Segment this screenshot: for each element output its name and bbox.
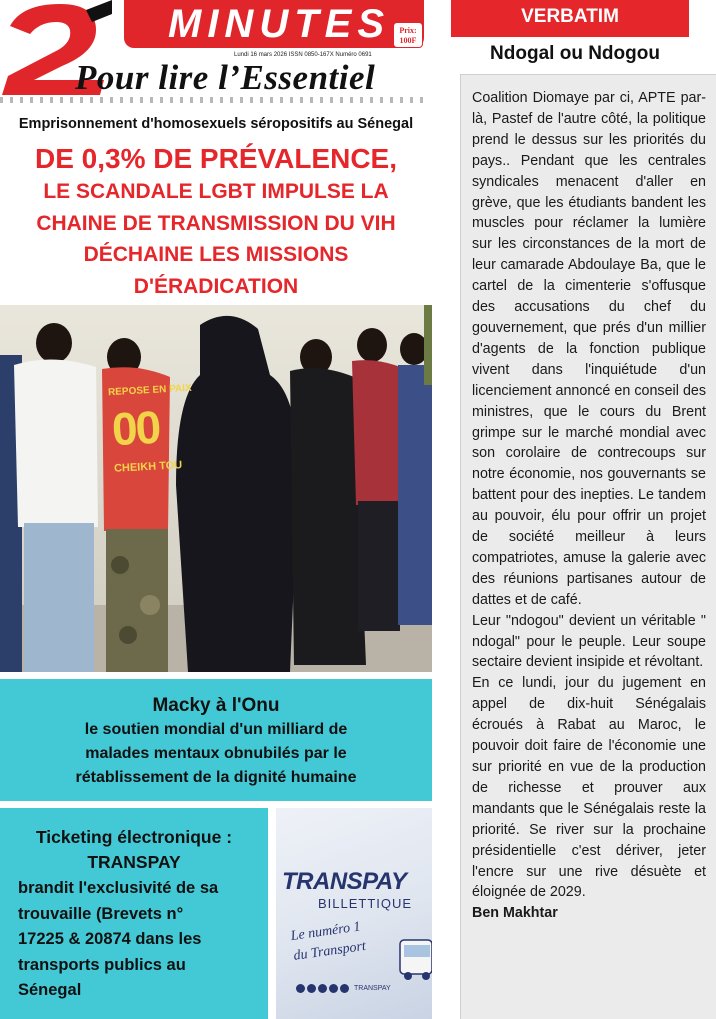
headline-line-2: LE SCANDALE LGBT IMPULSE LA bbox=[43, 180, 389, 203]
ticketing-line-4: transports publics au bbox=[18, 955, 186, 974]
transpay-ad[interactable] bbox=[276, 808, 432, 1019]
price-value: 100F bbox=[399, 36, 417, 45]
verbatim-paragraph-2: Leur "ndogou" devient un véritable " ndogal" pour le peuple. Leur soupe sectaire devient insipide et révoltant. bbox=[472, 612, 706, 671]
main-story-kicker: Emprisonnement d'homosexuels séropositifs au Sénegal bbox=[18, 116, 414, 132]
ticketing-line-3: 17225 & 20874 dans les bbox=[18, 930, 202, 948]
headline-line-5: D'ÉRADICATION bbox=[133, 274, 299, 298]
masthead-tagline: Pour lire l’Essentiel bbox=[75, 58, 376, 97]
ticketing-line-5: Sénegal bbox=[18, 981, 82, 999]
social-icon bbox=[318, 984, 327, 993]
ad-subtitle: BILLETTIQUE bbox=[318, 896, 413, 911]
ticketing-title-line-2: TRANSPAY bbox=[87, 852, 181, 872]
issue-meta: Lundi 16 mars 2026 ISSN 0850-167X Numéro 0691 bbox=[234, 52, 372, 58]
verbatim-title: Ndogal ou Ndogou bbox=[490, 43, 660, 64]
social-icon bbox=[296, 984, 305, 993]
ad-slogan-line-1: Le numéro 1 bbox=[289, 919, 362, 945]
headline-line-4: DÉCHAINE LES MISSIONS bbox=[83, 243, 349, 266]
ad-social-label: TRANSPAY bbox=[354, 985, 391, 992]
macky-line-3: rétablissement de la dignité humaine bbox=[75, 769, 357, 786]
price-label: Prix: bbox=[399, 26, 417, 35]
verbatim-paragraph-3: En ce lundi, jour du jugement en appel de dix-huit Sénégalais écroués à Rabat au Maroc, le pouvoir doit faire de l'économie une sur priorité en vue de la production de richesse et prouver aux mandants que le Sénégalais reste la priorité. Se river sur la prochaine présidentielle c'est dériver, jeter l'encre sur une rive désuète et éloignée de 2029. bbox=[472, 675, 706, 901]
verbatim-paragraph-1: Coalition Diomaye par ci, APTE par-là, Pastef de l'autre côté, la politique prend le dessus sur les priorités du pays.. Pendant que les centrales syndicales menacent d'aller en grève, que les étudiants bandent les muscles pour réclamer la lumière sur les circonstances de la mort de leur camarade Abdoulaye Ba, que le cartel de la cimenterie s'offusque des accusations du chef du gouvernement, que prés d'un millier d'agents de la fonction publique vivent dans l'inquiétude d'un licenciement annoncé en conseil des ministres, que le cours du Brent grimpe sur le marché mondial avec son corolaire de contrecoups sur notre économie, nos gouvernants se battent pour des inepties. Le tandem au pouvoir, élu pour offrir un projet de société meilleur à leurs compatriotes, amuse la galerie avec des réunions partisanes autour de dattes et de café. bbox=[472, 90, 706, 608]
jersey-text-bottom: CHEIKH TOU bbox=[113, 459, 183, 475]
ticketing-line-2: trouvaille (Brevets n° bbox=[18, 904, 184, 923]
headline-line-3: CHAINE DE TRANSMISSION DU VIH bbox=[36, 211, 396, 235]
ticketing-story-box[interactable] bbox=[0, 808, 268, 1019]
masthead-divider bbox=[0, 97, 430, 103]
bus-icon bbox=[398, 936, 432, 985]
ad-social-row bbox=[296, 984, 391, 993]
macky-line-2: malades mentaux obnubilés par le bbox=[85, 745, 347, 762]
macky-title: Macky à l'Onu bbox=[152, 695, 280, 716]
ticketing-body bbox=[0, 876, 268, 1004]
ticketing-line-1: brandit l'exclusivité de sa bbox=[18, 879, 219, 897]
main-headline[interactable] bbox=[0, 142, 432, 302]
jersey-text-top: REPOSE EN PAIX bbox=[107, 382, 192, 399]
verbatim-header: VERBATIM bbox=[451, 0, 689, 37]
ticketing-title bbox=[0, 825, 268, 875]
verbatim-text bbox=[472, 88, 706, 924]
social-icon bbox=[329, 984, 338, 993]
social-icon bbox=[307, 984, 316, 993]
ticketing-title-line-1: Ticketing électronique : bbox=[35, 827, 233, 847]
social-icon bbox=[340, 984, 349, 993]
verbatim-signature: Ben Makhtar bbox=[472, 905, 558, 922]
headline-line-1: DE 0,3% DE PRÉVALENCE, bbox=[34, 143, 398, 174]
macky-body bbox=[0, 718, 432, 790]
jersey-number: 00 bbox=[110, 400, 161, 456]
ad-slogan-line-2: du Transport bbox=[292, 938, 367, 964]
ad-slogan bbox=[290, 917, 368, 967]
macky-story-box[interactable] bbox=[0, 679, 432, 801]
macky-line-1: le soutien mondial d'un milliard de bbox=[84, 721, 348, 738]
price-badge bbox=[393, 22, 423, 48]
masthead-title: MINUTES bbox=[124, 0, 424, 48]
ad-brand: TRANSPAY bbox=[282, 868, 407, 895]
main-story-photo[interactable] bbox=[0, 305, 432, 672]
